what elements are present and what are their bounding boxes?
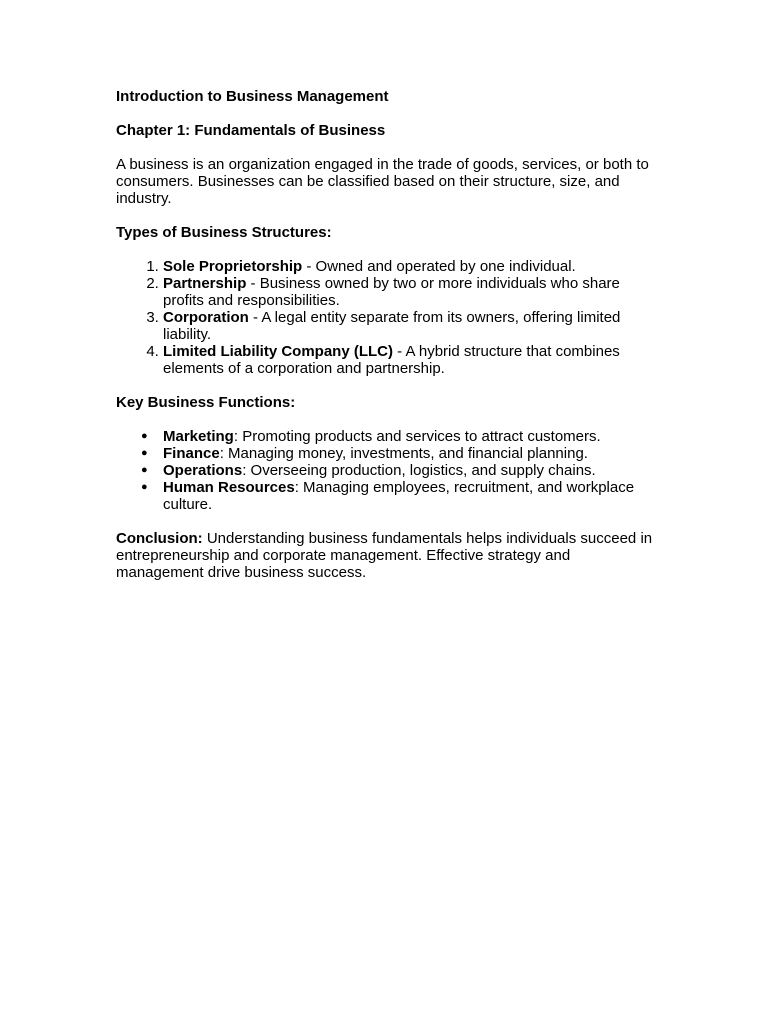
functions-list [116, 428, 656, 513]
structure-term: Sole Proprietorship [163, 258, 303, 275]
structure-description: - Owned and operated by one individual. [302, 258, 576, 275]
function-term: Operations [163, 462, 243, 479]
bullet-icon: ● [141, 464, 148, 476]
bullet-icon: ● [141, 447, 148, 459]
document-title: Introduction to Business Management [116, 88, 389, 105]
conclusion-text: Understanding business fundamentals helps individuals succeed in entrepreneurship and corporate management. Effective strategy and management drive business success. [116, 530, 653, 581]
functions-heading: Key Business Functions: [116, 394, 296, 411]
list-item [163, 275, 656, 309]
structure-description: - A hybrid structure that combines elements of a corporation and partnership. [163, 343, 620, 377]
conclusion-label: Conclusion: [116, 530, 203, 547]
function-term: Human Resources [163, 479, 295, 496]
function-term: Finance [163, 445, 220, 462]
structures-heading: Types of Business Structures: [116, 224, 332, 241]
structure-description: - Business owned by two or more individuals who share profits and responsibilities. [163, 275, 620, 309]
function-description: : Managing money, investments, and financial planning. [219, 445, 588, 462]
list-item [163, 343, 656, 377]
function-description: : Overseeing production, logistics, and supply chains. [242, 462, 596, 479]
structure-description: - A legal entity separate from its owners, offering limited liability. [163, 309, 621, 343]
bullet-icon: ● [141, 481, 148, 493]
function-description: : Managing employees, recruitment, and workplace culture. [163, 479, 635, 513]
structure-term: Partnership [163, 275, 247, 292]
structure-term: Corporation [163, 309, 249, 326]
list-item [141, 445, 656, 462]
list-item [163, 258, 656, 275]
function-term: Marketing [163, 428, 234, 445]
document-body [116, 88, 656, 581]
list-item [163, 309, 656, 343]
intro-paragraph: A business is an organization engaged in the trade of goods, services, or both to consumers. Businesses can be classified based on their structure, size, and industry. [116, 156, 649, 207]
function-description: : Promoting products and services to attract customers. [233, 428, 601, 445]
structure-term: Limited Liability Company (LLC) [163, 343, 394, 360]
list-item [141, 479, 656, 513]
bullet-icon: ● [141, 430, 148, 442]
chapter-title: Chapter 1: Fundamentals of Business [116, 122, 386, 139]
structures-list [116, 258, 656, 377]
conclusion-paragraph [116, 530, 656, 581]
list-item [141, 428, 656, 445]
list-item [141, 462, 656, 479]
